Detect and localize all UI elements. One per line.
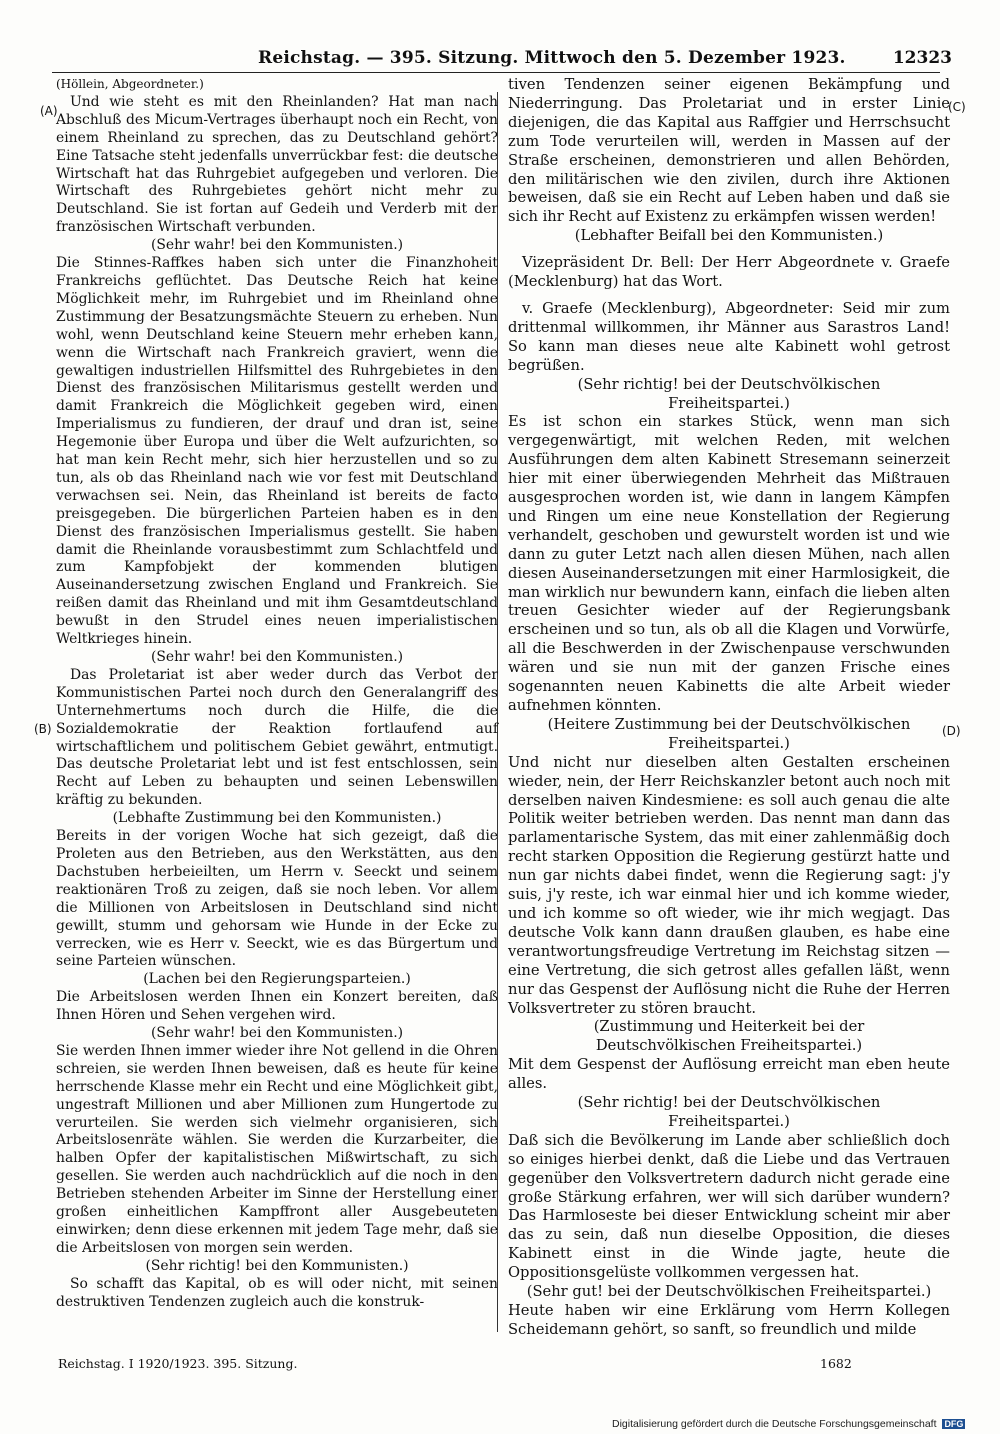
left-column (56, 76, 498, 1312)
interjection: (Lebhafter Beifall bei den Kommunisten.) (574, 227, 884, 245)
paragraph: Mit dem Gespenst der Auflösung erreicht man eben heute alles. (508, 1056, 950, 1093)
footer-number: 1682 (820, 1356, 852, 1371)
paragraph: Und nicht nur dieselben alten Gestalten erscheinen wieder, nein, der Herr Reichskanzler betont auch noch mit derselben naiven Kindesmiene: es soll auch genau die alte Politik weiter betrieben werden. Das nennt man dann das parlamentarische System, das mit einer zahlenmäßig doch recht starken Opposition die Regierung gestürzt hatte und nun gar nichts dabei findet, wenn die Regierung sagt: j'y suis, j'y reste, ich war einmal hier und ich komme wieder, und ich komme so oft wieder, wie ihr mich wegjagt. Das deutsche Volk kann dann draußen glauben, es habe eine verantwortungsfreudige Vertretung im Reichstag sitzen — eine Vertretung, die sich getrost alles gefallen läßt, wenn nur das Gespenst der Auflösung nicht die Ruhe der Herren Volksvertreter zu stören braucht. (508, 753, 950, 1017)
paragraph: Sie werden Ihnen immer wieder ihre Not gellend in die Ohren schreien, sie werden Ihnen beweisen, daß es heute für keine herrschende Klasse mehr ein Recht und eine Möglichkeit gibt, ungestraft Millionen und aber Millionen zum Hungertode zu verurteilen. Sie werden sich vielmehr organisieren, sich Arbeitslosenräte wählen. Sie werden die Kurzarbeiter, die halben Opfer der kapitalistischen Mißwirtschaft, zu sich gesellen. Sie werden auch nachdrücklich auf die noch in den Betrieben stehenden Arbeiter im Sinne der Herstellung einer großen einheitlichen Kampffront aller Ausgebeuteten einwirken; denn diese erkennen mit jedem Tage mehr, daß sie die Arbeitslosen von morgen sein werden. (56, 1042, 498, 1256)
header-rule (52, 72, 940, 73)
speaker-opening: v. Graefe (Mecklenburg), Abgeordneter: Seid mir zum drittenmal willkommen, ihr Männer aus Sarastros Land! So kann man dieses neue alte Kabinett wohl getrost begrüßen. (508, 299, 950, 374)
margin-label-d: (D) (942, 724, 961, 738)
paragraph: Es ist schon ein starkes Stück, wenn man sich vergegenwärtigt, mit welchen Reden, mit welchen Ausführungen dem alten Kabinett Stresemann seinerzeit hier mit einer überwiegenden Mehrheit das Mißtrauen ausgesprochen worden ist, wie dann in langem Kämpfen und Ringen um eine neue Konstellation der Regierung verhandelt, geschoben und gewurstelt worden ist und wie dann zu guter Letzt nach allen diesen Mühen, nach allen diesen Auseinandersetzungen mit einer Harmlosigkeit, die man wirklich nur bewundern kann, einfach die lieben alten treuen Gesichter wieder auf der Regierungsbank erscheinen und so tun, als ob all die Klagen und Vorwürfe, all die Beschwerden in der Zwischenpause verschwunden wären und sie nun mit der ganzen Frische eines sogenannten neuen Kabinetts die alte Arbeit wieder aufnehmen könnten. (508, 413, 950, 714)
footer-left: Reichstag. I 1920/1923. 395. Sitzung. (58, 1356, 298, 1371)
page-header (0, 48, 1000, 72)
presiding-statement: Vizepräsident Dr. Bell: Der Herr Abgeordnete v. Graefe (Mecklenburg) hat das Wort. (508, 254, 950, 291)
right-column (508, 76, 950, 1340)
paragraph: Heute haben wir eine Erklärung vom Herrn Kollegen Scheidemann gehört, so sanft, so freundlich und milde (508, 1302, 950, 1338)
margin-label-a: (A) (40, 104, 58, 118)
interjection: (Sehr gut! bei der Deutschvölkischen Freiheitspartei.) (526, 1283, 932, 1301)
paragraph: Und wie steht es mit den Rheinlanden? Hat man nach Abschluß des Micum-Vertrages überhaupt noch ein Recht, von einem Rheinland zu sprechen, das zu Deutschland gehört? Eine Tatsache steht jedenfalls unverrückbar fest: die deutsche Wirtschaft hat das Ruhrgebiet aufgegeben und verloren. Die Wirtschaft des Ruhrgebietes gehört nicht mehr zu Deutschland. Sie ist fortan auf Gedeih und Verderb mit der französischen Wirtschaft verbunden. (56, 93, 498, 236)
digitization-credit (612, 1418, 965, 1430)
paragraph: Die Arbeitslosen werden Ihnen ein Konzert bereiten, daß Ihnen Hören und Sehen vergehen wird. (56, 989, 498, 1024)
interjection: (Zustimmung und Heiterkeit bei der Deutschvölkischen Freiheitspartei.) (593, 1018, 865, 1055)
speaker-tag: (Höllein, Abgeordneter.) (56, 77, 204, 91)
paragraph: So schafft das Kapital, ob es will oder nicht, mit seinen destruktiven Tendenzen zugleich auch die konstruk- (56, 1275, 498, 1310)
margin-label-c: (C) (948, 100, 966, 114)
paragraph: Die Stinnes-Raffkes haben sich unter die Finanzhoheit Frankreichs geflüchtet. Das Deutsche Reich hat keine Möglichkeit mehr, im Ruhrgebiet und im Rheinland ohne Zustimmung der Besatzungsmächte Steuern zu erheben. Nun wohl, wenn Deutschland keine Steuern mehr erheben kann, wenn die Wirtschaft nach Frankreich graviert, wenn die gewaltigen industriellen Hilfsmittel des Ruhrgebietes in den Dienst des französischen Militarismus gestellt werden und damit Frankreich die Möglichkeit gegeben wird, einen Imperialismus zu fundieren, der drauf und dran ist, seine Hegemonie über Europa und über die Welt aufzurichten, so hat man kein Recht mehr, sich hier herzustellen und so zu tun, als ob das Rheinland nach wie vor fest mit Deutschland verwachsen sei. Nein, das Rheinland ist bereits de facto preisgegeben. Die bürgerlichen Parteien haben es in den Dienst des französischen Imperialismus gestellt. Sie haben damit die Rheinlande vorausbestimmt zum Schlachtfeld und zum Kampfobjekt der kommenden blutigen Auseinandersetzung zwischen England und Frankreich. Sie reißen damit das Rheinland und mit ihm Gesamtdeutschland bewußt in den Strudel eines neuen imperialistischen Weltkrieges hinein. (56, 255, 498, 648)
credit-text: Digitalisierung gefördert durch die Deutsche Forschungsgemeinschaft (612, 1418, 937, 1430)
interjection: (Sehr richtig! bei der Deutschvölkischen Freiheitspartei.) (577, 375, 881, 412)
dfg-logo: DFG (944, 1419, 964, 1430)
paragraph: Bereits in der vorigen Woche hat sich gezeigt, daß die Proleten aus den Betrieben, aus den Werkstätten, aus den Dachstuben herbeieilten, um Herrn v. Seeckt und seinem reaktionären Troß zu zeigen, daß sie noch leben. Vor allem die Millionen von Arbeitslosen in Deutschland sind nicht gewillt, stumm und gehorsam wie Hunde in der Ecke zu verrecken, wie es Herr v. Seeckt, wie es das Bürgertum und seine Parteien wünschen. (56, 828, 498, 970)
interjection: (Sehr richtig! bei den Kommunisten.) (145, 1257, 409, 1274)
interjection: (Heitere Zustimmung bei der Deutschvölkischen Freiheitspartei.) (547, 715, 911, 752)
header-title: Reichstag. — 395. Sitzung. Mittwoch den 5. Dezember 1923. (258, 48, 846, 68)
interjection: (Sehr wahr! bei den Kommunisten.) (150, 649, 404, 665)
margin-label-b: (B) (34, 722, 52, 736)
interjection: (Sehr richtig! bei der Deutschvölkischen Freiheitspartei.) (577, 1094, 881, 1130)
interjection: (Sehr wahr! bei den Kommunisten.) (150, 1025, 404, 1042)
paragraph: Das Proletariat ist aber weder durch das Verbot der Kommunistischen Partei noch durch den Generalangriff des Unternehmertums noch durch die Hilfe, die die Sozialdemokratie der Reaktion fortlaufend auf wirtschaftlichem und politischem Gebiet gewährt, entmutigt. Das deutsche Proletariat lebt und ist fest entschlossen, sein Recht auf Leben zu behaupten und seinen Lebenswillen kräftig zu bekunden. (56, 666, 498, 809)
paragraph: Daß sich die Bevölkerung im Lande aber schließlich doch so einiges hierbei denkt, daß die Liebe und das Vertrauen gegenüber den Volksvertretern dadurch nicht gerade eine große Stärkung erfahren, wer will sich darüber wundern? Das Harmloseste bei dieser Entwicklung scheint mir aber das zu sein, daß nun dieselbe Opposition, die dieses Kabinett einst in die Winde jagte, heute die Oppositionsgelüste vollkommen vergessen hat. (508, 1131, 950, 1282)
interjection: (Sehr wahr! bei den Kommunisten.) (150, 237, 404, 254)
interjection: (Lachen bei den Regierungsparteien.) (143, 971, 411, 988)
paragraph: tiven Tendenzen seiner eigenen Bekämpfung und Niederringung. Das Proletariat und in erster Linie diejenigen, die das Kapital aus Raffgier und Herrschsucht zum Tode verurteilen will, werden in Massen auf der Straße erscheinen, demonstrieren und allen Behörden, den militärischen wie den zivilen, durch ihre Aktionen beweisen, daß sie ein Recht auf Leben haben und daß sie sich ihr Recht auf Existenz zu erkämpfen wissen werden! (508, 76, 950, 226)
interjection: (Lebhafte Zustimmung bei den Kommunisten.) (112, 810, 442, 827)
header-page-number: 12323 (892, 48, 952, 68)
